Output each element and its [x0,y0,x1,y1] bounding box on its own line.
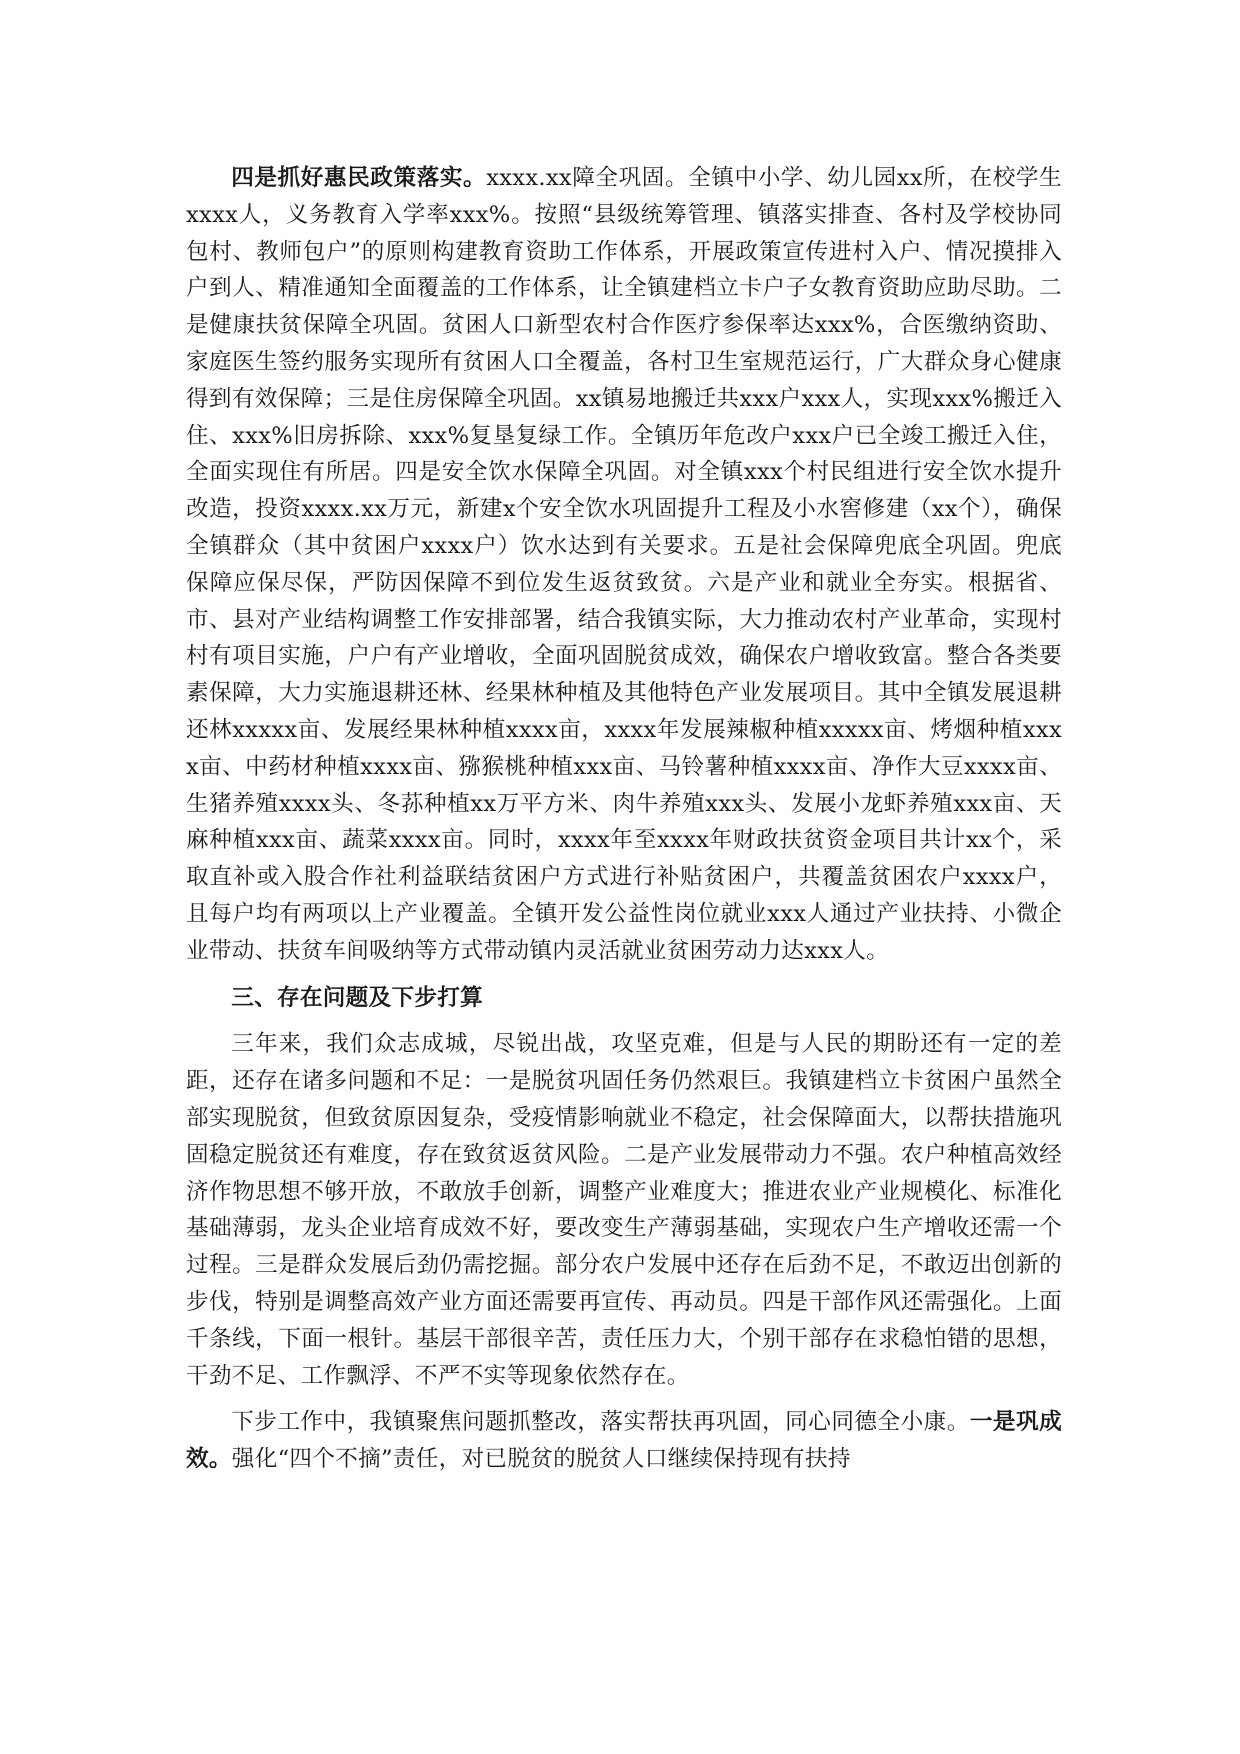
paragraph-body: 下步工作中，我镇聚焦问题抓整改，落实帮扶再巩固，同心同德全小康。 [231,1409,970,1436]
paragraph-policy-implementation [186,160,1062,970]
paragraph-problems: 三年来，我们众志成城，尽锐出战，攻坚克难，但是与人民的期盼还有一定的差距，还存在诸多问题和不足：一是脱贫巩固任务仍然艰巨。我镇建档立卡贫困户虽然全部实现脱贫，但致贫原因复杂，受疫情影响就业不稳定，社会保障面大，以帮扶措施巩固稳定脱贫还有难度，存在致贫返贫风险。二是产业发展带动力不强。农户种植高效经济作物思想不够开放，不敢放手创新，调整产业难度大；推进农业产业规模化、标准化基础薄弱，龙头企业培育成效不好，要改变生产薄弱基础，实现农户生产增收还需一个过程。三是群众发展后劲仍需挖掘。部分农户发展中还存在后劲不足，不敢迈出创新的步伐，特别是调整高效产业方面还需要再宣传、再动员。四是干部作风还需强化。上面千条线，下面一根针。基层干部很辛苦，责任压力大，个别干部存在求稳怕错的思想，干劲不足、工作飘浮、不严不实等现象依然存在。 [186,1031,1062,1389]
document-page [186,160,1062,1720]
paragraph-lead-bold: 一是巩成效。 [186,1409,1062,1473]
paragraph-lead-bold: 四是抓好惠民政策落实。 [231,165,487,191]
paragraph-next-steps [186,1404,1062,1478]
section-heading-problems-and-plans: 三、存在问题及下步打算 [231,984,484,1011]
paragraph-tail: 强化“四个不摘”责任，对已脱贫的脱贫人口继续保持现有扶持 [231,1446,851,1473]
paragraph-body: xxxx.xx障全巩固。全镇中小学、幼儿园xx所，在校学生xxxx人，义务教育入学率xxx%。按照“县级统筹管理、镇落实排查、各村及学校协同包村、教师包户”的原则构建教育资助工作体系，开展政策宣传进村入户、情况摸排入户到人、精准通知全面覆盖的工作体系，让全镇建档立卡户子女教育资助应助尽助。二是健康扶贫保障全巩固。贫困人口新型农村合作医疗参保率达xxx%，合医缴纳资助、家庭医生签约服务实现所有贫困人口全覆盖，各村卫生室规范运行，广大群众身心健康得到有效保障；三是住房保障全巩固。xx镇易地搬迁共xxx户xxx人，实现xxx%搬迁入住、xxx%旧房拆除、xxx%复垦复绿工作。全镇历年危改户xxx户已全竣工搬迁入住，全面实现住有所居。四是安全饮水保障全巩固。对全镇xxx个村民组进行安全饮水提升改造，投资xxxx.xx万元，新建x个安全饮水巩固提升工程及小水窖修建（xx个），确保全镇群众（其中贫困户xxxx户）饮水达到有关要求。五是社会保障兜底全巩固。兜底保障应保尽保，严防因保障不到位发生返贫致贫。六是产业和就业全夯实。根据省、市、县对产业结构调整工作安排部署，结合我镇实际，大力推动农村产业革命，实现村村有项目实施，户户有产业增收，全面巩固脱贫成效，确保农户增收致富。整合各类要素保障，大力实施退耕还林、经果林种植及其他特色产业发展项目。其中全镇发展退耕还林xxxxx亩、发展经果林种植xxxx亩，xxxx年发展辣椒种植xxxxx亩、烤烟种植xxxx亩、中药材种植xxxx亩、猕猴桃种植xxx亩、马铃薯种植xxxx亩、净作大豆xxxx亩、生猪养殖xxxx头、冬荪种植xx万平方米、肉牛养殖xxx头、发展小龙虾养殖xxx亩、天麻种植xxx亩、蔬菜xxxx亩。同时，xxxx年至xxxx年财政扶贫资金项目共计xx个，采取直补或入股合作社利益联结贫困户方式进行补贴贫困户，共覆盖贫困农户xxxx户，且每户均有两项以上产业覆盖。全镇开发公益性岗位就业xxx人通过产业扶持、小微企业带动、扶贫车间吸纳等方式带动镇内灵活就业贫困劳动力达xxx人。 [186,165,1062,964]
